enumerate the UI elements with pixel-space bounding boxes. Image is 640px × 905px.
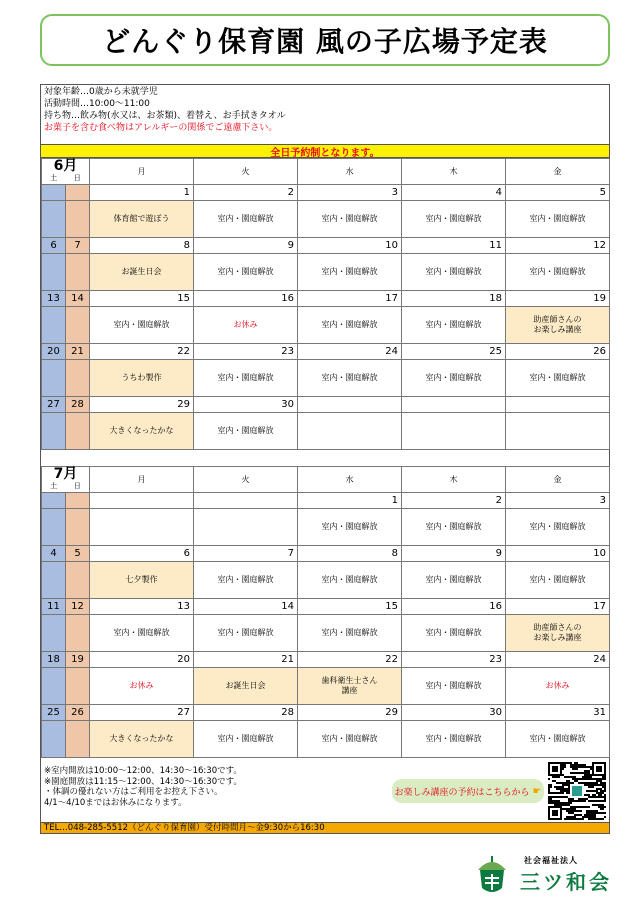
saturday-cell — [42, 201, 66, 238]
info-block — [44, 86, 286, 134]
day-number: 9 — [402, 546, 506, 562]
event-label: うちわ製作 — [121, 373, 162, 382]
event-label: 室内・園庭解放 — [113, 628, 170, 637]
weekday-header: 木 — [402, 467, 506, 493]
event-cell — [402, 615, 506, 652]
sunday-date: 14 — [66, 291, 90, 307]
saturday-cell — [42, 562, 66, 599]
event-cell — [90, 307, 194, 344]
event-label: 室内・園庭解放 — [529, 267, 586, 276]
event-label: 室内・園庭解放 — [425, 267, 482, 276]
saturday-date — [42, 185, 66, 201]
month-label: 7月 — [53, 466, 78, 482]
qr-code-icon[interactable] — [548, 762, 606, 820]
weekday-header: 水 — [298, 159, 402, 185]
day-number: 16 — [402, 599, 506, 615]
saturday-cell — [42, 509, 66, 546]
sunday-date: 19 — [66, 652, 90, 668]
logo-name: 三ツ和会 — [520, 870, 612, 894]
day-number: 12 — [506, 238, 610, 254]
event-cell — [298, 360, 402, 397]
event-label: 七夕製作 — [125, 575, 158, 584]
event-cell — [194, 360, 298, 397]
day-number: 8 — [90, 238, 194, 254]
day-number: 23 — [402, 652, 506, 668]
sunday-date — [66, 185, 90, 201]
day-number: 17 — [506, 599, 610, 615]
weekday-header: 火 — [194, 159, 298, 185]
day-number: 1 — [298, 493, 402, 509]
saturday-date — [42, 493, 66, 509]
event-label: 室内・園庭解放 — [425, 628, 482, 637]
event-label: 体育館で遊ぼう — [113, 214, 170, 223]
sunday-cell — [66, 413, 90, 450]
event-label: 助産師さんの お楽しみ講座 — [533, 623, 582, 642]
event-label: 室内・園庭解放 — [217, 628, 274, 637]
weekday-header: 木 — [402, 159, 506, 185]
event-cell — [402, 509, 506, 546]
event-cell — [506, 413, 610, 450]
day-number: 17 — [298, 291, 402, 307]
sunday-cell — [66, 254, 90, 291]
saturday-cell — [42, 413, 66, 450]
event-cell — [194, 254, 298, 291]
event-cell — [506, 307, 610, 344]
saturday-cell — [42, 360, 66, 397]
day-number: 9 — [194, 238, 298, 254]
notes-block — [44, 766, 242, 808]
saturday-date: 27 — [42, 397, 66, 413]
event-label: 室内・園庭解放 — [425, 575, 482, 584]
month-label: 6月 — [53, 158, 78, 174]
saturday-date: 6 — [42, 238, 66, 254]
event-cell — [298, 254, 402, 291]
day-number: 24 — [298, 344, 402, 360]
logo-subtitle: 社会福祉法人 — [524, 856, 578, 865]
day-number: 30 — [402, 705, 506, 721]
event-cell — [506, 668, 610, 705]
event-cell — [402, 562, 506, 599]
sunday-date: 26 — [66, 705, 90, 721]
saturday-header: 土 — [50, 174, 58, 182]
day-number: 22 — [298, 652, 402, 668]
event-cell — [402, 360, 506, 397]
day-number: 7 — [194, 546, 298, 562]
day-number: 14 — [194, 599, 298, 615]
event-cell — [402, 307, 506, 344]
event-label: 大きくなったかな — [109, 734, 174, 743]
event-label: 室内・園庭解放 — [217, 267, 274, 276]
event-cell — [402, 413, 506, 450]
day-number: 6 — [90, 546, 194, 562]
saturday-date: 25 — [42, 705, 66, 721]
sunday-date — [66, 493, 90, 509]
sunday-cell — [66, 615, 90, 652]
day-number: 25 — [402, 344, 506, 360]
event-cell — [90, 668, 194, 705]
event-label: 室内・園庭解放 — [321, 575, 378, 584]
event-cell — [506, 254, 610, 291]
day-number: 10 — [298, 238, 402, 254]
saturday-header: 土 — [50, 482, 58, 490]
sunday-date: 21 — [66, 344, 90, 360]
event-cell — [90, 254, 194, 291]
event-label: 室内・園庭解放 — [321, 734, 378, 743]
event-cell — [194, 307, 298, 344]
saturday-cell — [42, 254, 66, 291]
info-target: 対象年齢…0歳から未就学児 — [44, 87, 158, 97]
day-number: 16 — [194, 291, 298, 307]
sunday-header: 日 — [73, 174, 81, 182]
event-label: 室内・園庭解放 — [217, 426, 274, 435]
event-label: 室内・園庭解放 — [321, 373, 378, 382]
sunday-header: 日 — [73, 482, 81, 490]
event-label: お休み — [545, 681, 570, 690]
event-cell — [506, 562, 610, 599]
event-label: 室内・園庭解放 — [529, 373, 586, 382]
event-label: 室内・園庭解放 — [425, 681, 482, 690]
day-number: 5 — [506, 185, 610, 201]
sunday-cell — [66, 721, 90, 758]
info-items: 持ち物…飲み物(水又は、お茶類)、着替え、お手拭きタオル — [44, 111, 286, 121]
event-cell — [194, 615, 298, 652]
day-number: 8 — [298, 546, 402, 562]
event-cell — [506, 201, 610, 238]
weekday-header: 金 — [506, 159, 610, 185]
event-label: 大きくなったかな — [109, 426, 174, 435]
day-number: 26 — [506, 344, 610, 360]
sunday-date: 12 — [66, 599, 90, 615]
day-number: 27 — [90, 705, 194, 721]
event-label: 室内・園庭解放 — [425, 373, 482, 382]
weekday-header: 金 — [506, 467, 610, 493]
saturday-cell — [42, 307, 66, 344]
day-number: 29 — [90, 397, 194, 413]
saturday-date: 4 — [42, 546, 66, 562]
event-cell — [194, 668, 298, 705]
tel-bar: TEL…048-285-5512（どんぐり保育園）受付時間月～金9:30から16:30 — [41, 822, 609, 833]
saturday-cell — [42, 721, 66, 758]
event-cell — [402, 254, 506, 291]
sunday-cell — [66, 509, 90, 546]
day-number: 4 — [402, 185, 506, 201]
weekday-header: 月 — [90, 159, 194, 185]
day-number — [506, 397, 610, 413]
event-cell — [298, 307, 402, 344]
event-cell — [90, 413, 194, 450]
event-label: 室内・園庭解放 — [529, 214, 586, 223]
event-cell — [402, 668, 506, 705]
day-number — [298, 397, 402, 413]
event-cell — [90, 615, 194, 652]
day-number: 23 — [194, 344, 298, 360]
event-label: 室内・園庭解放 — [217, 214, 274, 223]
event-cell — [506, 615, 610, 652]
calendar-july — [41, 466, 610, 758]
event-cell — [298, 562, 402, 599]
event-label: 室内・園庭解放 — [529, 522, 586, 531]
day-number — [194, 493, 298, 509]
event-label: 室内・園庭解放 — [425, 320, 482, 329]
event-label: 室内・園庭解放 — [529, 734, 586, 743]
day-number: 1 — [90, 185, 194, 201]
day-number: 21 — [194, 652, 298, 668]
event-label: お休み — [129, 681, 154, 690]
saturday-date: 11 — [42, 599, 66, 615]
sunday-date: 28 — [66, 397, 90, 413]
event-cell — [194, 413, 298, 450]
day-number: 20 — [90, 652, 194, 668]
event-cell — [298, 615, 402, 652]
month-label-cell — [42, 467, 90, 493]
saturday-cell — [42, 615, 66, 652]
day-number: 18 — [402, 291, 506, 307]
weekday-header: 月 — [90, 467, 194, 493]
day-number: 22 — [90, 344, 194, 360]
event-label: お誕生日会 — [121, 267, 162, 276]
reserve-link-label: お楽しみ講座の予約はこちらから — [394, 787, 530, 798]
event-label: 室内・園庭解放 — [321, 214, 378, 223]
event-cell — [298, 509, 402, 546]
sunday-cell — [66, 668, 90, 705]
sunday-cell — [66, 201, 90, 238]
event-cell — [506, 360, 610, 397]
info-allergy: お菓子を含む食べ物はアレルギーの関係でご遠慮下さい。 — [44, 123, 278, 133]
event-cell — [402, 201, 506, 238]
saturday-date: 18 — [42, 652, 66, 668]
day-number: 3 — [506, 493, 610, 509]
event-label: 助産師さんの お楽しみ講座 — [533, 315, 582, 334]
event-cell — [90, 562, 194, 599]
event-cell — [194, 721, 298, 758]
event-label: 室内・園庭解放 — [321, 267, 378, 276]
reservation-banner: 全日予約制となります。 — [41, 144, 609, 158]
event-cell — [90, 509, 194, 546]
day-number: 19 — [506, 291, 610, 307]
saturday-cell — [42, 668, 66, 705]
note-line: 4/1～4/10まではお休みになります。 — [44, 797, 187, 808]
note-line: ※園庭開放は11:15～12:00、14:30～16:30です。 — [44, 776, 242, 787]
weekday-header: 水 — [298, 467, 402, 493]
event-label: 室内・園庭解放 — [217, 575, 274, 584]
event-cell — [298, 201, 402, 238]
day-number: 29 — [298, 705, 402, 721]
event-label: 歯科衛生士さん 講座 — [321, 676, 378, 695]
event-label: 室内・園庭解放 — [321, 320, 378, 329]
event-cell — [90, 721, 194, 758]
day-number: 2 — [194, 185, 298, 201]
event-label: 室内・園庭解放 — [425, 214, 482, 223]
sunday-date: 7 — [66, 238, 90, 254]
saturday-date: 20 — [42, 344, 66, 360]
event-label: 室内・園庭解放 — [217, 734, 274, 743]
event-label: お誕生日会 — [225, 681, 266, 690]
event-cell — [298, 668, 402, 705]
day-number: 3 — [298, 185, 402, 201]
event-cell — [506, 509, 610, 546]
sunday-date: 5 — [66, 546, 90, 562]
event-cell — [194, 201, 298, 238]
info-hours: 活動時間…10:00～11:00 — [44, 99, 150, 109]
event-label: 室内・園庭解放 — [113, 320, 170, 329]
day-number: 2 — [402, 493, 506, 509]
sunday-cell — [66, 360, 90, 397]
calendar-june — [41, 158, 610, 450]
weekday-header: 火 — [194, 467, 298, 493]
event-label: お休み — [233, 320, 258, 329]
pointing-hand-icon: ☛ — [532, 785, 542, 797]
event-label: 室内・園庭解放 — [217, 373, 274, 382]
event-cell — [402, 721, 506, 758]
day-number — [90, 493, 194, 509]
day-number — [402, 397, 506, 413]
event-cell — [90, 360, 194, 397]
event-label: 室内・園庭解放 — [425, 734, 482, 743]
day-number: 15 — [298, 599, 402, 615]
note-line: ・体調の優れない方はご利用をお控え下さい。 — [44, 787, 223, 797]
event-label: 室内・園庭解放 — [529, 575, 586, 584]
day-number: 10 — [506, 546, 610, 562]
event-cell — [298, 721, 402, 758]
day-number: 30 — [194, 397, 298, 413]
day-number: 13 — [90, 599, 194, 615]
event-cell — [194, 509, 298, 546]
day-number: 11 — [402, 238, 506, 254]
sunday-cell — [66, 307, 90, 344]
event-label: 室内・園庭解放 — [321, 628, 378, 637]
month-label-cell — [42, 159, 90, 185]
event-label: 室内・園庭解放 — [425, 522, 482, 531]
sunday-cell — [66, 562, 90, 599]
saturday-date: 13 — [42, 291, 66, 307]
event-cell — [298, 413, 402, 450]
note-line: ※室内開放は10:00～12:00、14:30～16:30です。 — [44, 766, 242, 776]
page-title: どんぐり保育園 風の子広場予定表 — [40, 14, 610, 66]
day-number: 28 — [194, 705, 298, 721]
reserve-link-button[interactable] — [392, 779, 544, 803]
day-number: 15 — [90, 291, 194, 307]
event-cell — [90, 201, 194, 238]
event-cell — [506, 721, 610, 758]
day-number: 24 — [506, 652, 610, 668]
event-label: 室内・園庭解放 — [321, 522, 378, 531]
event-cell — [194, 562, 298, 599]
day-number: 31 — [506, 705, 610, 721]
